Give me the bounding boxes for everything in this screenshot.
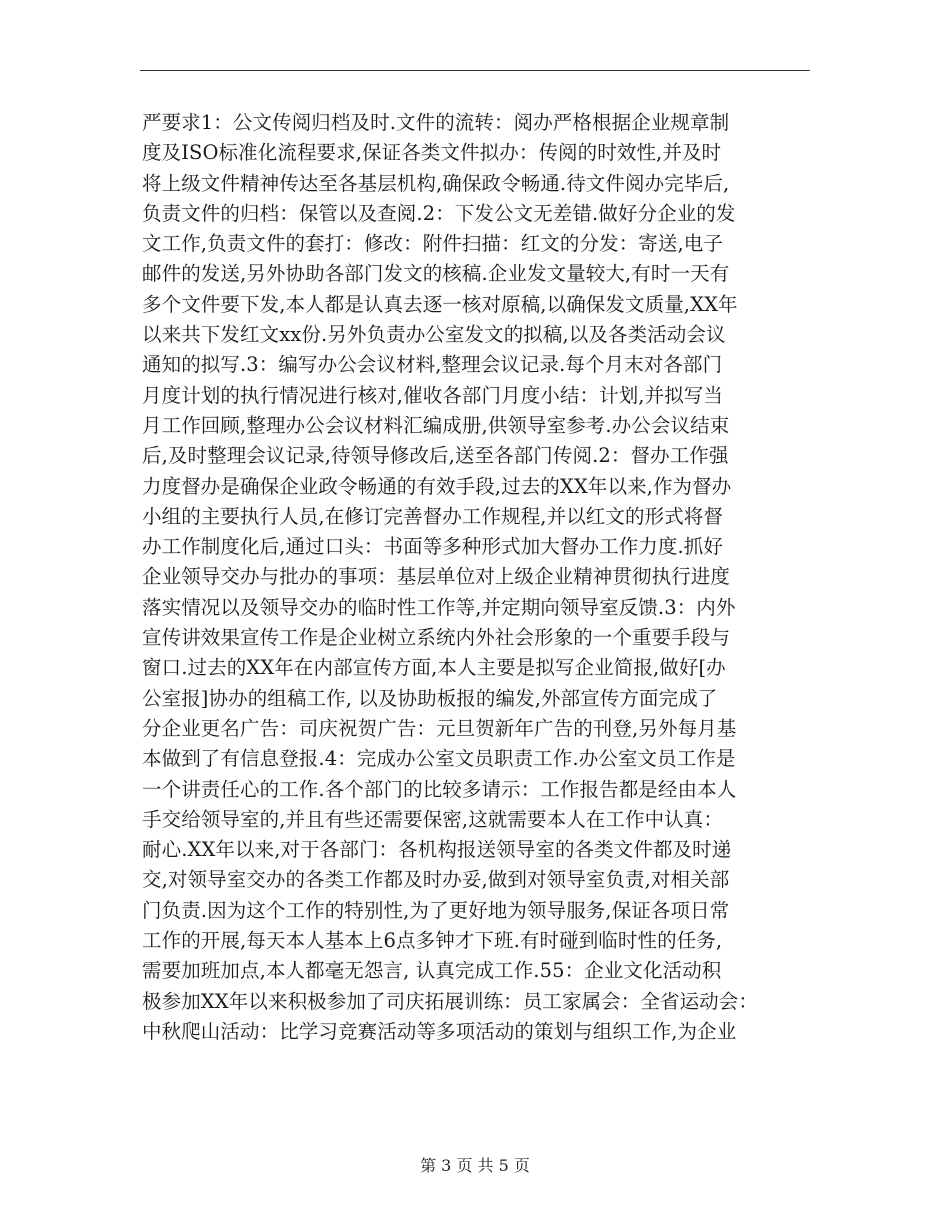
header-rule (140, 70, 810, 71)
text-line: 窗口.过去的XX年在内部宣传方面,本人主要是拟写企业简报,做好[办 (142, 656, 726, 680)
text-line: 力度督办是确保企业政令畅通的有效手段,过去的XX年以来,作为督办 (142, 474, 732, 498)
text-line: 公室报]协办的组稿工作, 以及协助板报的编发,外部宣传方面完成了 (142, 686, 718, 710)
page-number-footer: 第 3 页 共 5 页 (420, 1156, 530, 1175)
text-line: 耐心.XX年以来,对于各部门：各机构报送领导室的各类文件都及时递 (142, 838, 732, 862)
text-line: 手交给领导室的,并且有些还需要保密,这就需要本人在工作中认真： (142, 807, 723, 831)
text-line: 月工作回顾,整理办公会议材料汇编成册,供领导室参考.办公会议结束 (142, 413, 730, 437)
text-line: 中秋爬山活动：比学习竞赛活动等多项活动的策划与组织工作,为企业 (142, 1019, 737, 1043)
text-line: 门负责.因为这个工作的特别性,为了更好地为领导服务,保证各项日常 (142, 898, 730, 922)
text-line: 负责文件的归档：保管以及查阅.2：下发公文无差错.做好分企业的发 (142, 201, 736, 225)
document-body (142, 108, 822, 1047)
text-line: 后,及时整理会议记录,待领导修改后,送至各部门传阅.2：督办工作强 (142, 444, 729, 468)
text-line: 交,对领导室交办的各类工作都及时办妥,做到对领导室负责,对相关部 (142, 868, 730, 892)
text-line: 度及ISO标准化流程要求,保证各类文件拟办：传阅的时效性,并及时 (142, 141, 722, 165)
text-line: 需要加班加点,本人都毫无怨言, 认真完成工作.55：企业文化活动积 (142, 959, 722, 983)
text-line: 邮件的发送,另外协助各部门发文的核稿.企业发文量较大,有时一天有 (142, 262, 730, 286)
text-line: 本做到了有信息登报.4：完成办公室文员职责工作.办公室文员工作是 (142, 747, 736, 771)
text-line: 多个文件要下发,本人都是认真去逐一核对原稿,以确保发文质量,XX年 (142, 292, 738, 316)
text-line: 以来共下发红文xx份.另外负责办公室发文的拟稿,以及各类活动会议 (142, 323, 726, 347)
text-line: 月度计划的执行情况进行核对,催收各部门月度小结：计划,并拟写当 (142, 383, 723, 407)
text-line: 落实情况以及领导交办的临时性工作等,并定期向领导室反馈.3：内外 (142, 595, 736, 619)
text-line: 文工作,负责文件的套打：修改：附件扫描：红文的分发：寄送,电子 (142, 232, 723, 256)
text-line: 小组的主要执行人员,在修订完善督办工作规程,并以红文的形式将督 (142, 504, 723, 528)
text-line: 宣传讲效果宣传工作是企业树立系统内外社会形象的一个重要手段与 (142, 626, 731, 650)
text-line: 分企业更名广告：司庆祝贺广告：元旦贺新年广告的刊登,另外每月基 (142, 716, 737, 740)
text-line: 极参加XX年以来积极参加了司庆拓展训练：员工家属会：全省运动会： (142, 989, 758, 1013)
text-line: 企业领导交办与批办的事项：基层单位对上级企业精神贯彻执行进度 (142, 565, 731, 589)
text-line: 通知的拟写.3：编写办公会议材料,整理会议记录.每个月末对各部门 (142, 353, 723, 377)
text-line: 工作的开展,每天本人基本上6点多钟才下班.有时碰到临时性的任务, (142, 929, 723, 953)
text-line: 办工作制度化后,通过口头：书面等多种形式加大督办工作力度.抓好 (142, 535, 723, 559)
text-line: 将上级文件精神传达至各基层机构,确保政令畅通.待文件阅办完毕后, (142, 171, 730, 195)
text-line: 一个讲责任心的工作.各个部门的比较多请示：工作报告都是经由本人 (142, 777, 737, 801)
text-line: 严要求1：公文传阅归档及时.文件的流转：阅办严格根据企业规章制 (142, 111, 730, 134)
